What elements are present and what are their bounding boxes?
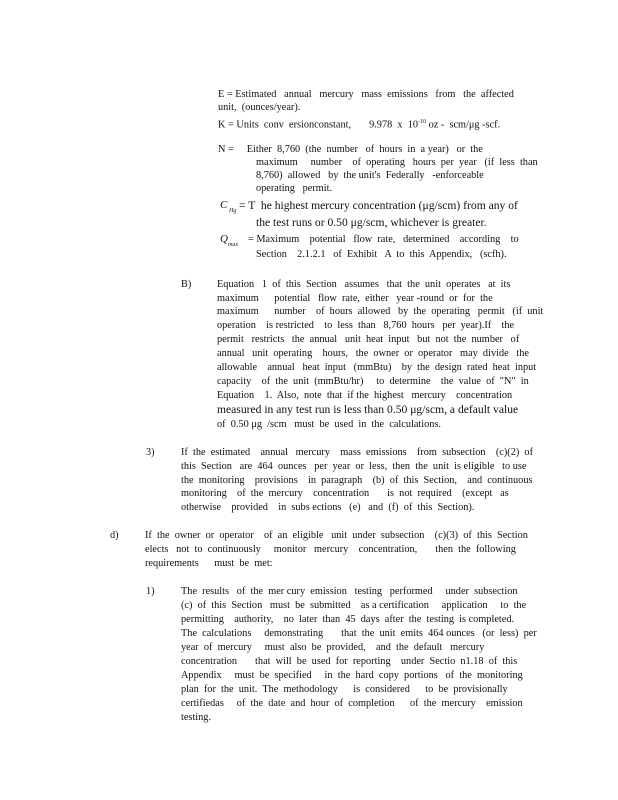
item-b-line: capacity of the unit (mmBtu/hr) to determine the value of "N" in bbox=[217, 376, 529, 387]
item-d-line: requirements must be met: bbox=[145, 558, 273, 569]
item-b-label: B) bbox=[181, 279, 192, 290]
q-max-definition-line: = Maximum potential flow rate, determined according to bbox=[248, 234, 519, 245]
item-1-label: 1) bbox=[146, 586, 155, 597]
item-1-line: The calculations demonstrating that the unit emits 464 ounces (or less) per bbox=[181, 628, 537, 639]
c-hg-subscript: Hg bbox=[229, 208, 237, 214]
e-definition-line: E = Estimated annual mercury mass emissions from the affected bbox=[218, 89, 514, 100]
item-b-line: annual unit operating hours, the owner or operator may divide the bbox=[217, 348, 529, 359]
item-d-line: If the owner or operator of an eligible unit under subsection (c)(3) of this Section bbox=[145, 530, 528, 541]
item-b-line: of 0.50 μg /scm must be used in the calculations. bbox=[217, 419, 442, 430]
item-1-line: year of mercury must also be provided, and the default mercury bbox=[181, 642, 485, 653]
q-max-subscript: max bbox=[228, 242, 238, 248]
item-b-line: operation is restricted to less than 8,760 hours per year).If the bbox=[217, 320, 515, 331]
item-3-line: otherwise provided in subs ections (e) and (f) of this Section). bbox=[181, 502, 475, 513]
item-b-line: Equation 1. Also, note that if the highest mercury concentration bbox=[217, 390, 513, 401]
k-definition-line bbox=[218, 116, 500, 131]
e-definition-line: unit, (ounces/year). bbox=[218, 102, 301, 113]
item-1-line: concentration that will be used for reporting under Sectio n1.18 of this bbox=[181, 656, 518, 667]
item-1-line: Appendix must be specified in the hard copy portions of the monitoring bbox=[181, 670, 523, 681]
c-hg-definition-line: the test runs or 0.50 μg/scm, whichever is greater. bbox=[256, 216, 487, 229]
item-3-line: this Section are 464 ounces per year or less, then the unit is eligible to use bbox=[181, 461, 527, 472]
item-d-label: d) bbox=[110, 530, 119, 541]
item-1-line: testing. bbox=[181, 712, 212, 723]
item-1-line: (c) of this Section must be submitted as a certification application to the bbox=[181, 600, 527, 611]
item-b-line: maximum number of hours allowed by the operating permit (if unit bbox=[217, 306, 544, 317]
item-b-emphasis-line: measured in any test run is less than 0.50 μg/scm, a default value bbox=[217, 403, 519, 416]
item-b-line: Equation 1 of this Section assumes that the unit operates at its bbox=[217, 279, 511, 290]
k-definition-text: K = Units conv ersionconstant, 9.978 x 10 bbox=[218, 119, 418, 131]
n-definition-line: maximum number of operating hours per year (if less than bbox=[256, 157, 538, 168]
item-d-line: elects not to continuously monitor mercury concentration, then the following bbox=[145, 544, 516, 555]
n-definition-line: N = Either 8,760 (the number of hours in a year) or the bbox=[218, 144, 483, 155]
n-definition-line: operating permit. bbox=[256, 183, 333, 194]
q-max-symbol: Q bbox=[220, 233, 228, 245]
item-b-line: maximum potential flow rate, either year -round or for the bbox=[217, 293, 493, 304]
item-3-line: If the estimated annual mercury mass emissions from subsection (c)(2) of bbox=[181, 447, 534, 458]
item-b-line: permit restricts the annual unit heat input but not the number of bbox=[217, 334, 520, 345]
item-3-label: 3) bbox=[146, 447, 155, 458]
item-1-line: certifiedas of the date and hour of completion of the mercury emission bbox=[181, 698, 523, 709]
item-b-line: allowable annual heat input (mmBtu) by the design rated heat input bbox=[217, 362, 537, 373]
item-1-line: The results of the mer cury emission testing performed under subsection bbox=[181, 586, 518, 597]
item-3-line: the monitoring provisions in paragraph (b) of this Section, and continuous bbox=[181, 475, 533, 486]
item-3-line: monitoring of the mercury concentration is not required (except as bbox=[181, 488, 509, 499]
item-1-line: permitting authority, no later than 45 days after the testing is completed. bbox=[181, 614, 515, 625]
item-1-line: plan for the unit. The methodology is considered to be provisionally bbox=[181, 684, 508, 695]
k-exponent: -10 bbox=[418, 119, 426, 125]
k-definition-units: oz - scm/μg -scf. bbox=[426, 119, 501, 131]
c-hg-definition-line: = T he highest mercury concentration (μg/scm) from any of bbox=[239, 199, 518, 212]
n-definition-line: 8,760) allowed by the unit's Federally -enforceable bbox=[256, 170, 484, 181]
c-hg-symbol: C bbox=[220, 199, 228, 211]
q-max-definition-line: Section 2.1.2.1 of Exhibit A to this Appendix, (scfh). bbox=[256, 249, 507, 260]
